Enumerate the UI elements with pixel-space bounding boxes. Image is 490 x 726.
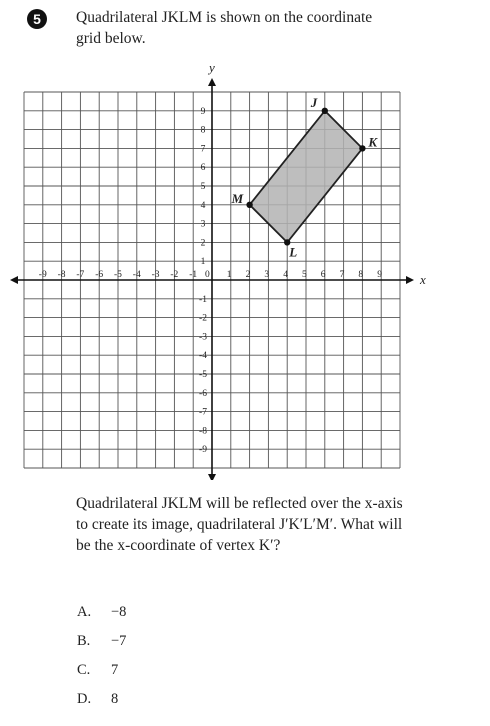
choice-d-letter: D. [77, 691, 92, 707]
x-tick-label: -4 [132, 270, 141, 280]
x-tick-label: 8 [358, 270, 364, 280]
x-tick-label: -7 [76, 270, 85, 280]
y-tick-label: -1 [199, 294, 207, 305]
x-tick-label: -8 [57, 270, 66, 280]
x-tick-label: -6 [95, 270, 104, 280]
x-tick-label: 1 [226, 270, 232, 280]
x-tick-label: -9 [38, 270, 47, 280]
x-tick-label: 5 [302, 270, 307, 280]
x-tick-label: 7 [339, 270, 345, 280]
choice-a-letter: A. [77, 604, 92, 620]
y-tick-label: -4 [199, 351, 207, 362]
y-axis-arrow-down [208, 474, 216, 480]
vertex-point-j [322, 108, 328, 114]
x-tick-label: 4 [283, 270, 288, 280]
y-tick-label: -8 [199, 426, 207, 437]
x-tick-label: -3 [151, 270, 160, 280]
choice-d[interactable] [77, 691, 126, 720]
y-tick-label: 5 [200, 182, 206, 192]
choice-c[interactable] [77, 662, 126, 691]
choice-a[interactable] [77, 604, 126, 633]
choice-a-value: −8 [111, 604, 127, 620]
question-stem: Quadrilateral JKLM is shown on the coordinate grid below. [76, 9, 373, 47]
x-tick-label: -1 [189, 270, 198, 280]
y-tick-label: 2 [200, 238, 206, 249]
vertex-point-m [246, 202, 252, 208]
vertex-label-j: J [310, 94, 318, 110]
vertex-label-m: M [231, 190, 244, 206]
vertex-label-l: L [289, 244, 298, 260]
y-tick-label: 6 [200, 163, 206, 174]
y-tick-label: 7 [200, 144, 206, 155]
y-tick-label: -6 [199, 388, 207, 399]
choice-c-letter: C. [77, 662, 91, 678]
y-tick-label: 1 [200, 257, 206, 268]
vertex-label-k: K [368, 134, 378, 150]
x-axis-label: x [420, 272, 426, 287]
choice-b[interactable] [77, 633, 126, 662]
x-axis-arrow-right [406, 276, 414, 284]
question-number-badge: 5 [27, 9, 47, 29]
y-tick-label: 4 [200, 200, 206, 211]
y-tick-label: 3 [200, 219, 206, 230]
choice-b-letter: B. [77, 633, 91, 649]
y-tick-label: 9 [200, 106, 206, 117]
x-tick-label: 6 [320, 270, 326, 280]
y-tick-label: -7 [199, 407, 207, 418]
y-tick-label: -3 [199, 332, 207, 343]
x-axis-arrow-left [10, 276, 18, 284]
answer-choices [77, 604, 126, 720]
choice-c-value: 7 [111, 662, 119, 678]
x-tick-label: 0 [205, 270, 210, 280]
question-prompt: Quadrilateral JKLM will be reflected over the x-axis to create its image, quadrilateral J′K′L′M′. What will be the x-coordinate of vertex K′? [76, 495, 403, 554]
x-tick-label: -5 [114, 270, 122, 280]
x-tick-label: 9 [377, 270, 382, 280]
y-tick-label: -2 [199, 313, 207, 324]
choice-b-value: −7 [111, 633, 127, 649]
x-tick-label: -2 [170, 270, 179, 280]
y-axis-label: y [209, 60, 215, 75]
y-tick-label: 8 [200, 125, 206, 136]
choice-d-value: 8 [111, 691, 119, 707]
x-tick-label: 3 [264, 270, 270, 280]
y-tick-label: -9 [199, 445, 207, 456]
vertex-point-k [359, 145, 365, 151]
x-tick-label: 2 [245, 270, 251, 280]
y-tick-label: -5 [199, 370, 207, 380]
y-axis-arrow-up [208, 78, 216, 86]
